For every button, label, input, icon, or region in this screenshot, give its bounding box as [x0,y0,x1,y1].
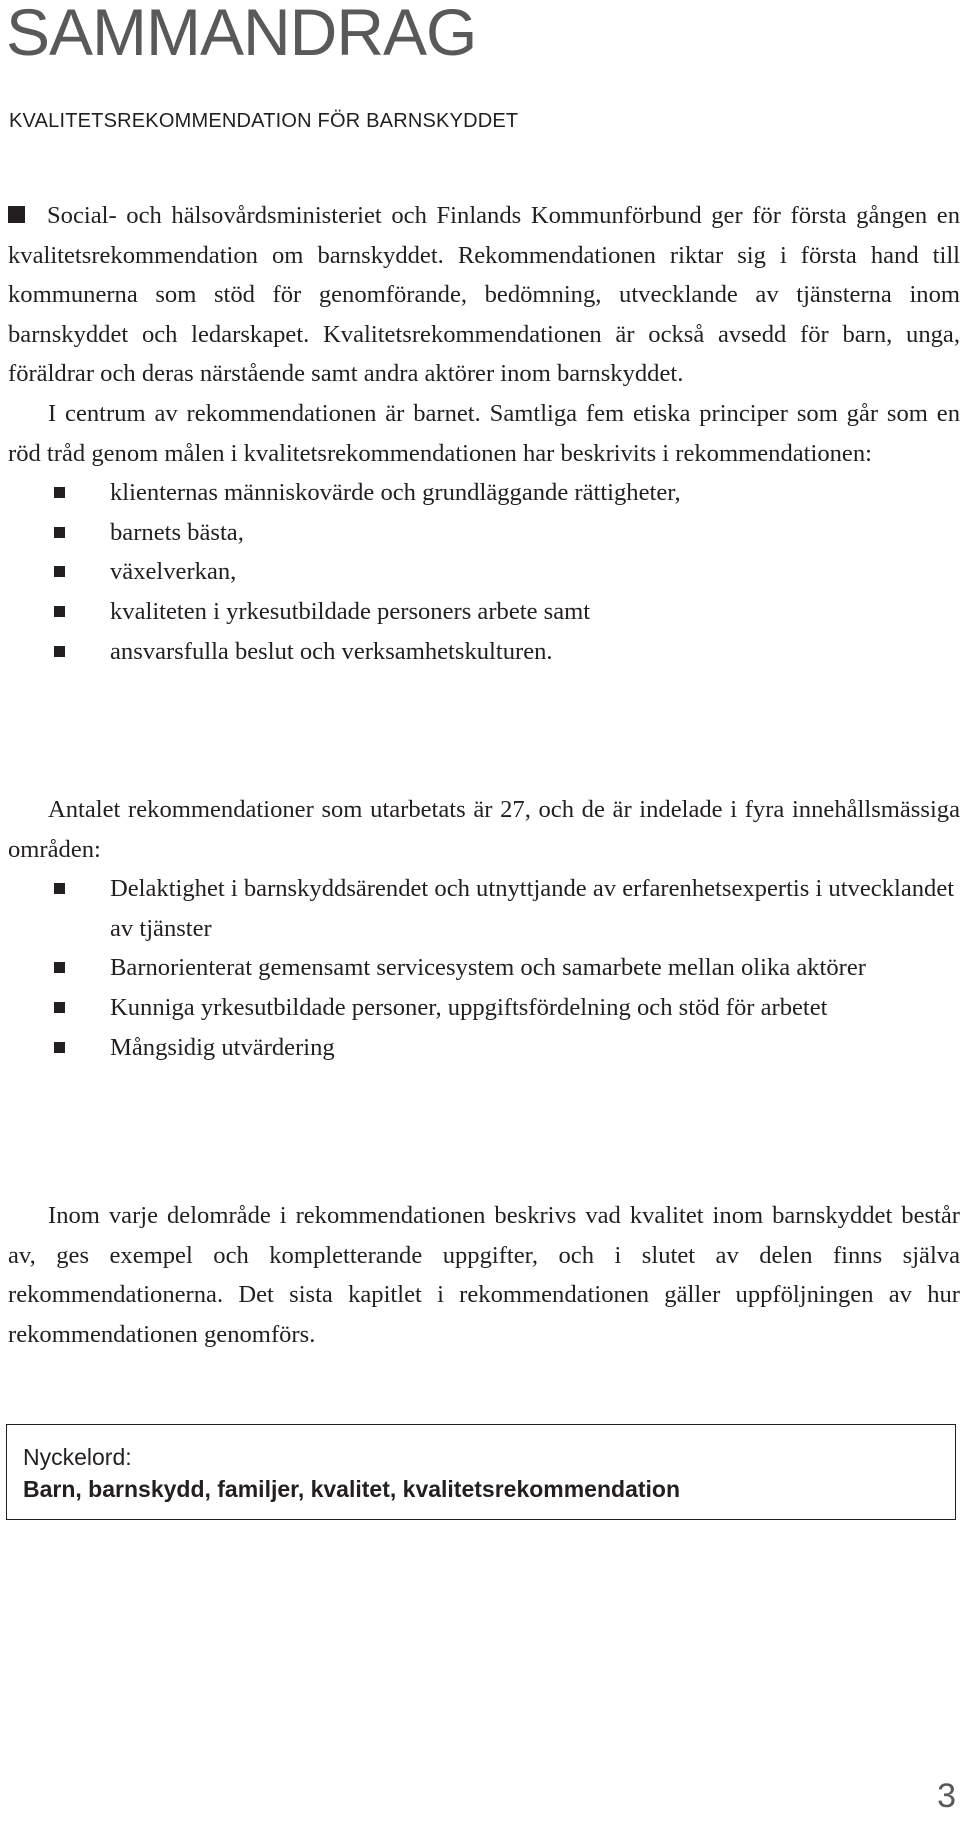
section-subtitle: KVALITETSREKOMMENDATION FÖR BARNSKYDDET [9,110,519,132]
list-item: växelverkan, [8,552,960,592]
areas-section [8,790,960,1067]
intro-paragraph-1: Social- och hälsovårdsministeriet och Finlands Kommunförbund ger för första gången en kvalitetsrekommendation om barnskyddet. Rekommendationen riktar sig i första hand till kommunerna som stöd för genomförande, bedömning, utvecklande av tjänsterna inom barnskyddet och ledarskapet. Kvalitetsrekommendationen är också avsedd för barn, unga, föräldrar och deras närstående samt andra aktörer inom barnskyddet. [8,202,960,388]
areas-list [8,869,960,1067]
bullet-icon [54,962,65,973]
bullet-icon [54,1002,65,1013]
list-item: Delaktighet i barnskyddsärendet och utnyttjande av erfarenhetsexpertis i utvecklandet av tjänster [8,869,960,948]
square-bullet-icon [8,206,25,223]
list-item: kvaliteten i yrkesutbildade personers arbete samt [8,592,960,632]
page-title: SAMMANDRAG [6,0,477,69]
intro-paragraph-2: I centrum av rekommendationen är barnet. Samtliga fem etiska principer som går som en röd tråd genom målen i kvalitetsrekommendationen har beskrivits i rekommendationen: [8,399,960,467]
bullet-icon [54,1042,65,1053]
closing-section [8,1196,960,1354]
bullet-icon [54,566,65,577]
bullet-icon [54,487,65,498]
bullet-icon [54,606,65,617]
list-item: ansvarsfulla beslut och verksamhetskulturen. [8,632,960,672]
list-item: Mångsidig utvärdering [8,1028,960,1068]
list-item: klienternas människovärde och grundläggande rättigheter, [8,473,960,513]
bullet-icon [54,646,65,657]
bullet-icon [54,527,65,538]
keywords-label: Nyckelord: [23,1444,132,1470]
page-number: 3 [937,1777,956,1815]
list-item: Barnorienterat gemensamt servicesystem och samarbete mellan olika aktörer [8,948,960,988]
principles-list [8,473,960,671]
bullet-icon [54,883,65,894]
list-item: Kunniga yrkesutbildade personer, uppgiftsfördelning och stöd för arbetet [8,988,960,1028]
closing-paragraph: Inom varje delområde i rekommendationen beskrivs vad kvalitet inom barnskyddet består av, ges exempel och kompletterande uppgifter, och i slutet av delen finns själva rekommendationerna. Det sista kapitlet i rekommendationen gäller uppföljningen av hur rekommendationen genomförs. [8,1202,960,1348]
keywords-value: Barn, barnskydd, familjer, kvalitet, kvalitetsrekommendation [23,1476,681,1502]
list-item: barnets bästa, [8,513,960,553]
keywords-box [6,1424,956,1520]
areas-intro-paragraph: Antalet rekommendationer som utarbetats är 27, och de är indelade i fyra innehållsmässiga områden: [8,796,960,863]
intro-section [8,196,960,671]
